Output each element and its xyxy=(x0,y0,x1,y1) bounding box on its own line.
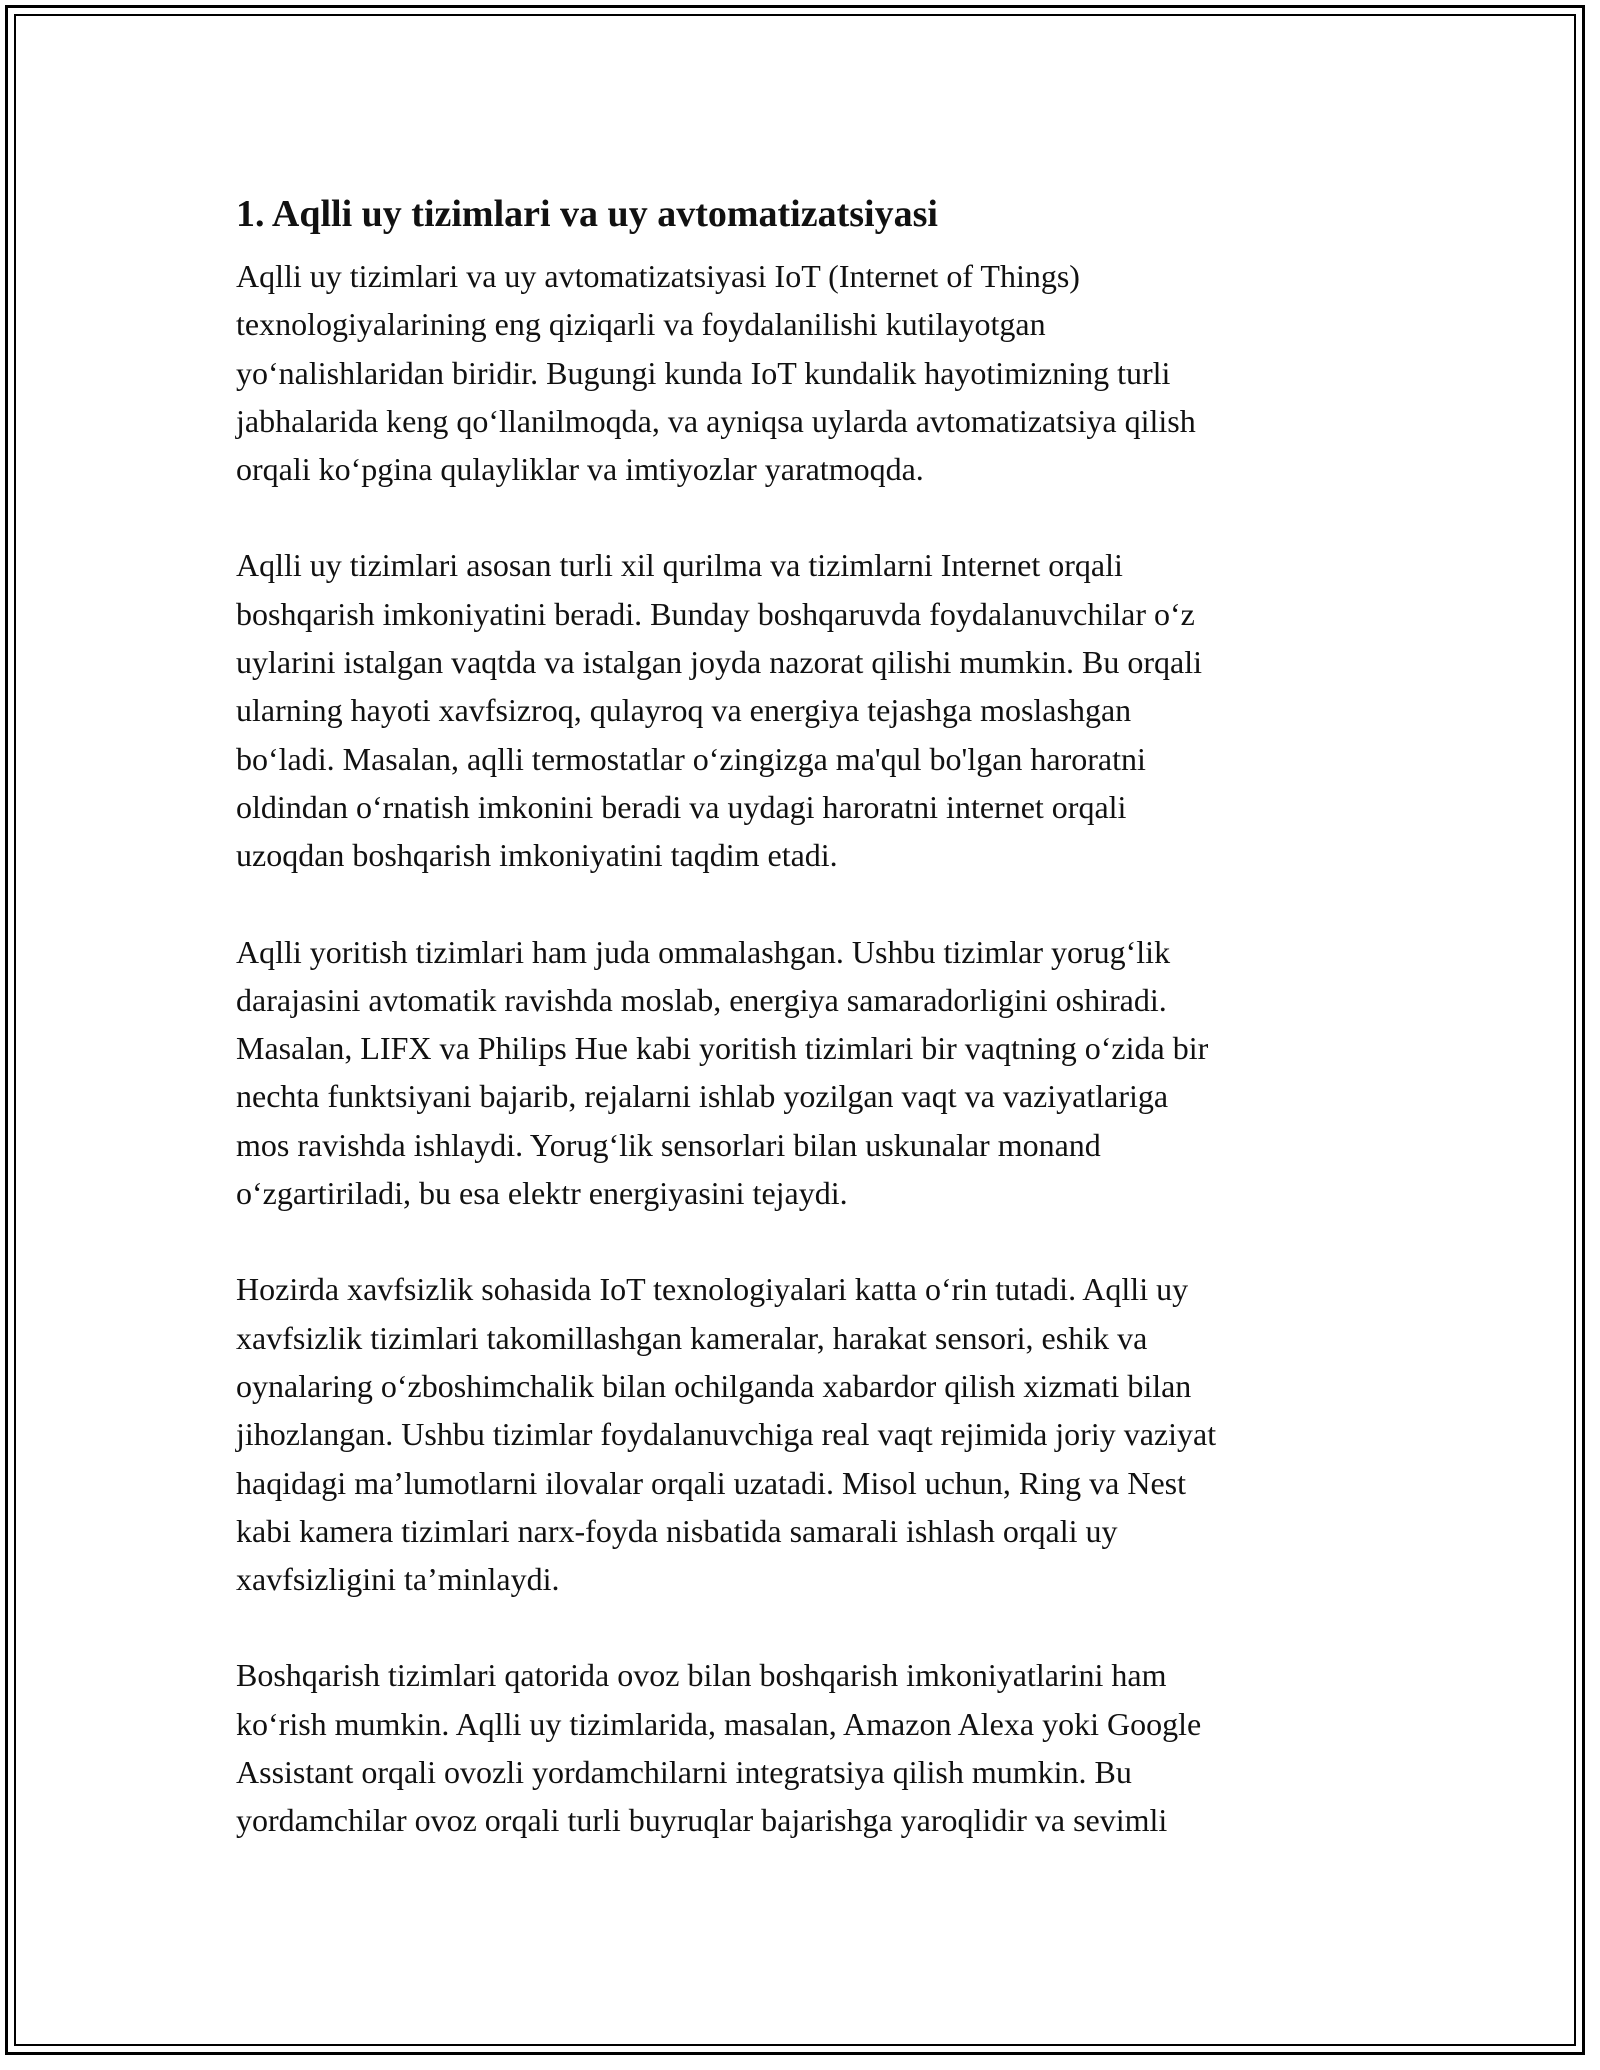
paragraph-smart-lighting: Aqlli yoritish tizimlari ham juda ommalashgan. Ushbu tizimlar yorug‘lik darajasini avtomatik ravishda moslab, energiya samaradorligini oshiradi. Masalan, LIFX va Philips Hue kabi yoritish tizimlari bir vaqtning o‘zida bir nechta funktsiyani bajarib, rejalarni ishlab yozilgan vaqt va vaziyatlariga mos ravishda ishlaydi. Yorug‘lik sensorlari bilan uskunalar monand o‘zgartiriladi, bu esa elektr energiyasini tejaydi. xyxy=(236,933,1209,1212)
paragraph-security: Hozirda xavfsizlik sohasida IoT texnologiyalari katta o‘rin tutadi. Aqlli uy xavfsizlik tizimlari takomillashgan kameralar, harakat sensori, eshik va oynalaring o‘zboshimchalik bilan ochilganda xabardor qilish xizmati bilan jihozlangan. Ushbu tizimlar foydalanuvchiga real vaqt rejimida joriy vaziyat haqidagi ma’lumotlarni ilovalar orqali uzatadi. Misol uchun, Ring va Nest kabi kamera tizimlari narx-foyda nisbatida samarali ishlash orqali uy xavfsizligini ta’minlaydi. xyxy=(236,1271,1217,1598)
paragraph-voice-control: Boshqarish tizimlari qatorida ovoz bilan boshqarish imkoniyatlarini ham ko‘rish mumkin. Aqlli uy tizimlarida, masalan, Amazon Alexa yoki Google Assistant orqali ovozli yordamchilarni integratsiya qilish mumkin. Bu yordamchilar ovoz orqali turli buyruqlar bajarishga yaroqlidir va sevimli xyxy=(236,1657,1202,1839)
document-body xyxy=(236,186,1366,1893)
paragraph-intro: Aqlli uy tizimlari va uy avtomatizatsiyasi IoT (Internet of Things) texnologiyalarining eng qiziqarli va foydalanilishi kutilayotgan yo‘nalishlaridan biridir. Bugungi kunda IoT kundalik hayotimizning turli jabhalarida keng qo‘llanilmoqda, va ayniqsa uylarda avtomatizatsiya qilish orqali ko‘pgina qulayliklar va imtiyozlar yaratmoqda. xyxy=(236,258,1196,488)
paragraph-remote-control: Aqlli uy tizimlari asosan turli xil qurilma va tizimlarni Internet orqali boshqarish imkoniyatini beradi. Bunday boshqaruvda foydalanuvchilar o‘z uylarini istalgan vaqtda va istalgan joyda nazorat qilishi mumkin. Bu orqali ularning hayoti xavfsizroq, qulayroq va energiya tejashga moslashgan bo‘ladi. Masalan, aqlli termostatlar o‘zingizga ma'qul bo'lgan haroratni oldindan o‘rnatish imkonini beradi va uydagi haroratni internet orqali uzoqdan boshqarish imkoniyatini taqdim etadi. xyxy=(236,547,1203,874)
section-heading: 1. Aqlli uy tizimlari va uy avtomatizatsiyasi xyxy=(236,193,938,235)
